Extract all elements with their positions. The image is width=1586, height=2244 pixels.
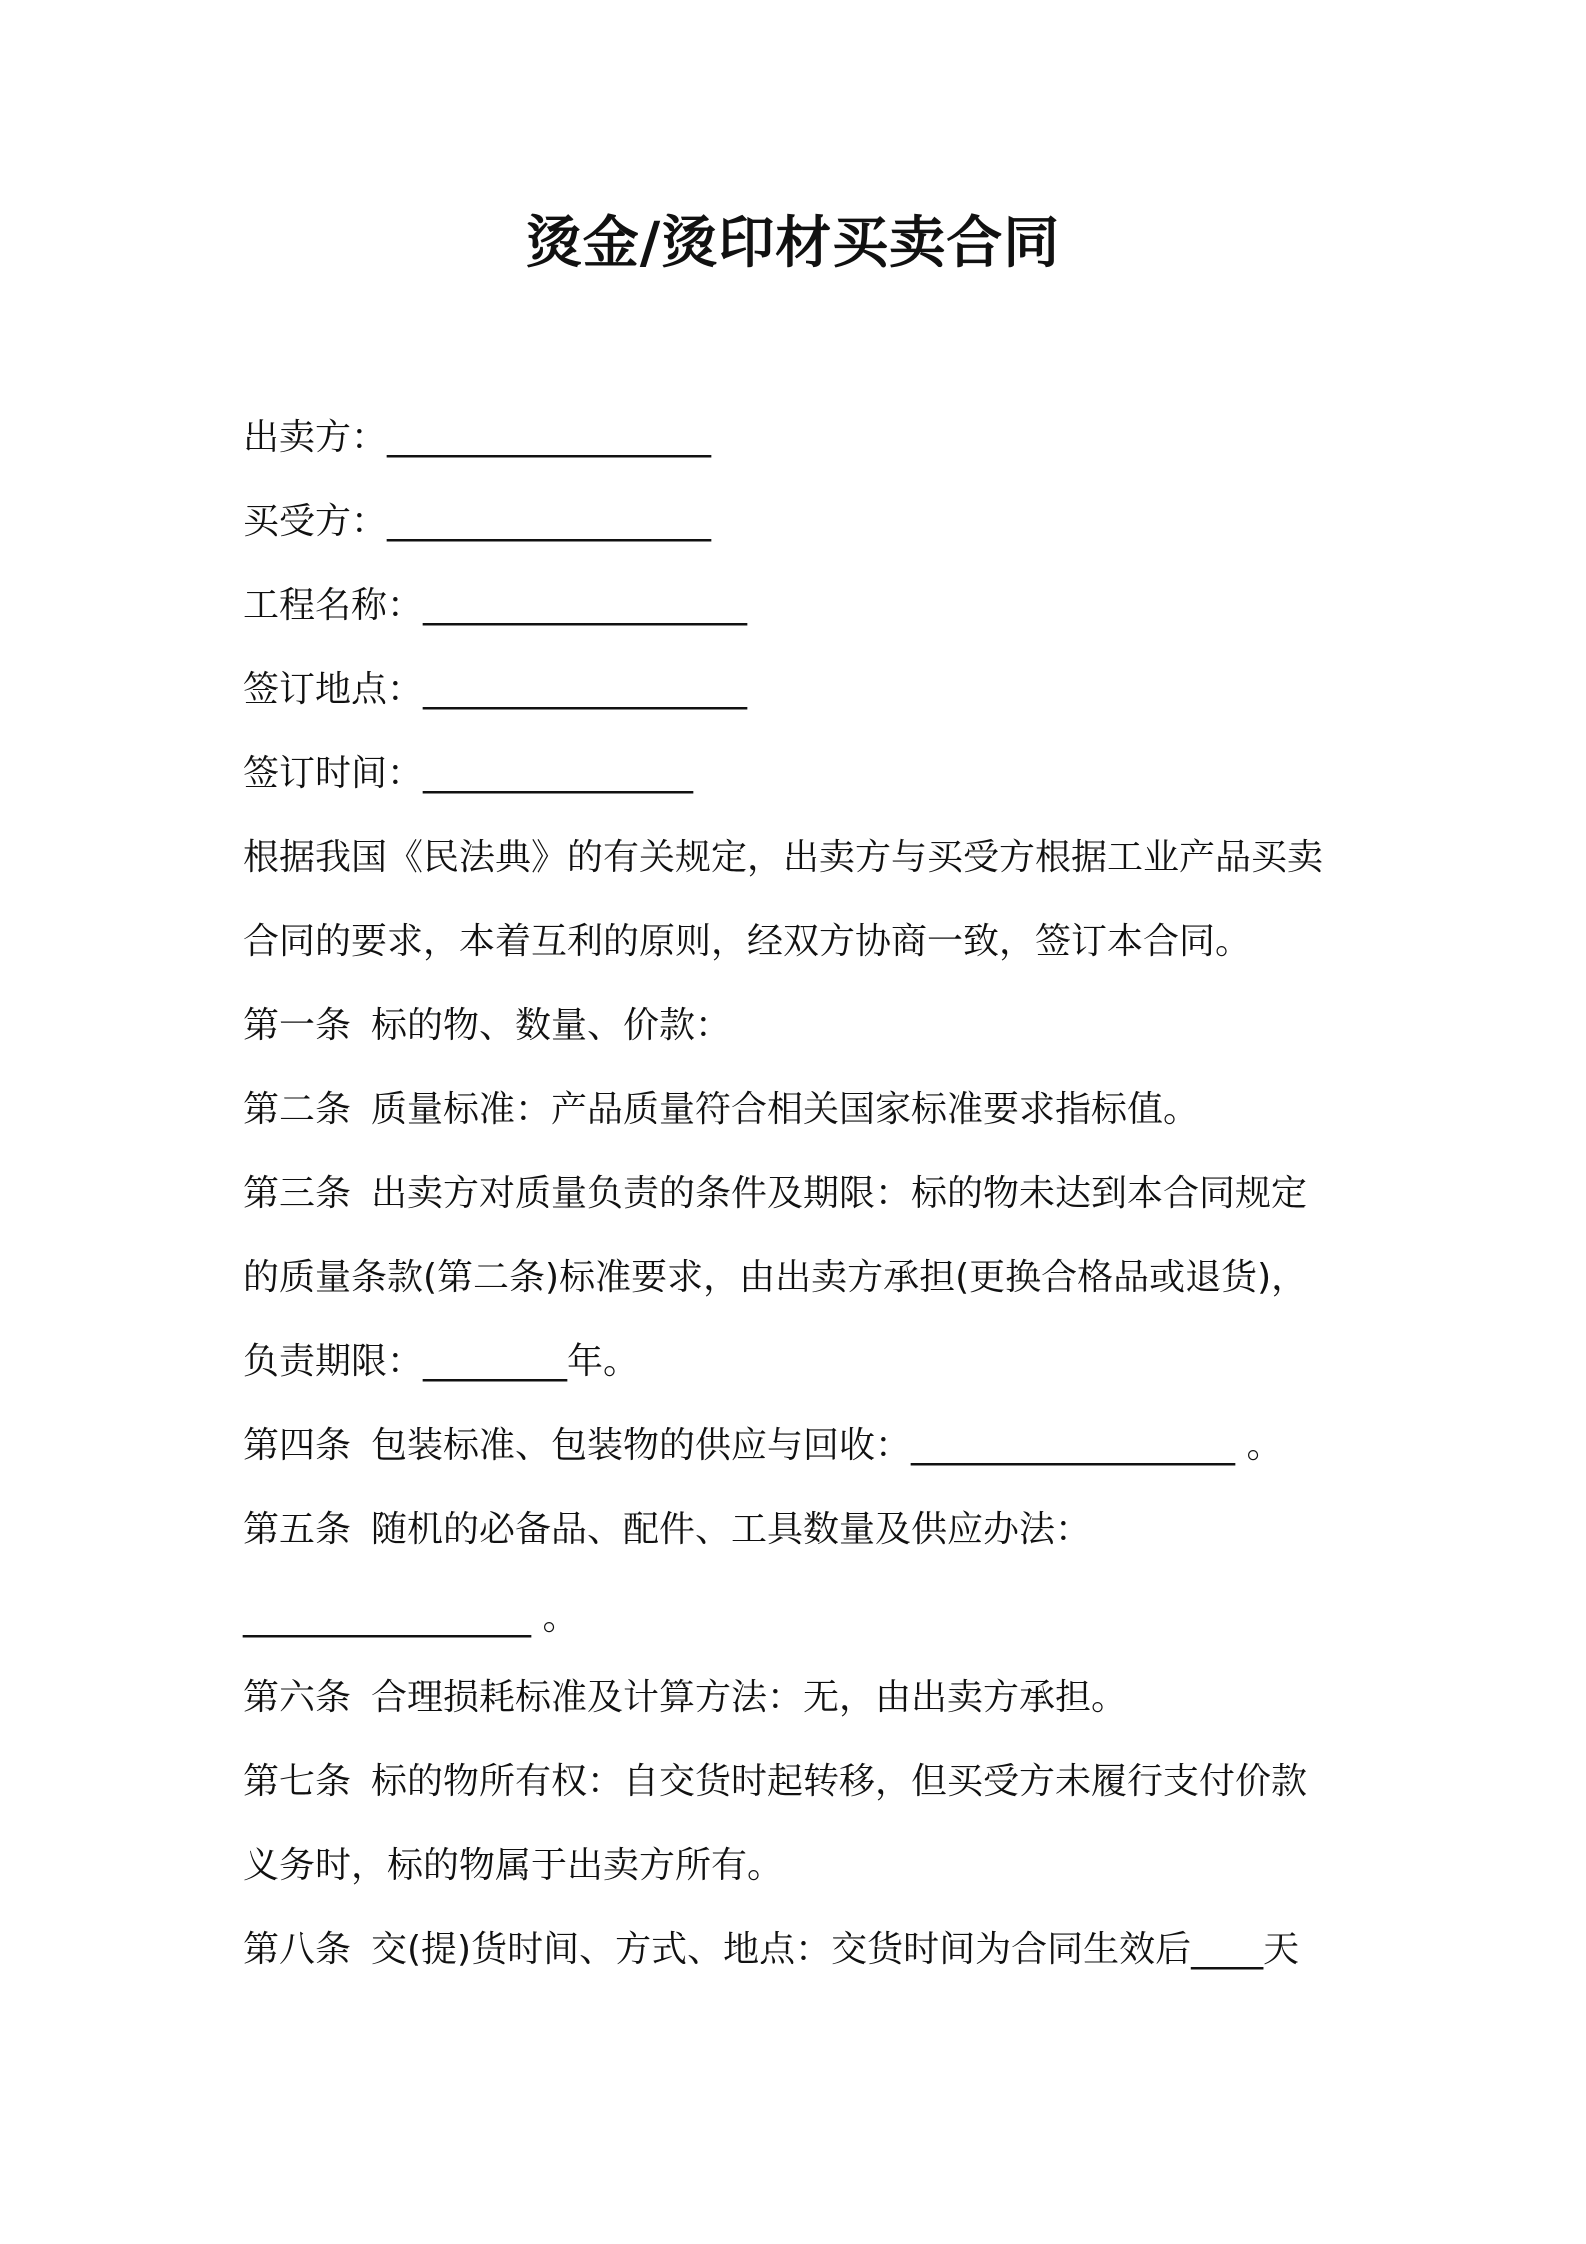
sign-place-line: 签订地点：__________________ (243, 669, 748, 710)
article-7-line-2: 义务时，标的物属于出卖方所有。 (243, 1845, 784, 1886)
article-7 (243, 1758, 1363, 1806)
article-1 (243, 1002, 1363, 1050)
article-3 (243, 1170, 1363, 1218)
article-8 (243, 1926, 1363, 1974)
article-number: 第八条 (243, 1929, 352, 1970)
project-name-line: 工程名称：__________________ (243, 585, 748, 626)
page-title: 烫金/烫印材买卖合同 (525, 211, 1061, 276)
article-2 (243, 1086, 1363, 1134)
article-text: 标的物所有权：自交货时起转移，但买受方未履行支付价款 (371, 1761, 1308, 1802)
article-text: 交(提)货时间、方式、地点：交货时间为合同生效后____天 (371, 1929, 1300, 1970)
article-3-line-3: 负责期限：________年。 (243, 1341, 640, 1382)
article-text: 合理损耗标准及计算方法：无，由出卖方承担。 (371, 1677, 1128, 1718)
sign-time-line: 签订时间：_______________ (243, 753, 694, 794)
article-number: 第五条 (243, 1509, 352, 1550)
article-number: 第四条 (243, 1425, 352, 1466)
preamble-line-2: 合同的要求，本着互利的原则，经双方协商一致，签订本合同。 (243, 921, 1252, 962)
article-3-line-2: 的质量条款(第二条)标准要求，由出卖方承担(更换合格品或退货)， (243, 1257, 1308, 1298)
article-4 (243, 1422, 1363, 1470)
article-number: 第七条 (243, 1761, 352, 1802)
article-number: 第二条 (243, 1089, 352, 1130)
buyer-line: 买受方：__________________ (243, 501, 712, 542)
article-5-line-2: ________________ 。 (243, 1597, 579, 1638)
article-text: 包装标准、包装物的供应与回收：__________________ 。 (371, 1425, 1283, 1466)
article-text: 出卖方对质量负责的条件及期限：标的物未达到本合同规定 (371, 1173, 1308, 1214)
article-text: 质量标准：产品质量符合相关国家标准要求指标值。 (371, 1089, 1200, 1130)
article-text: 随机的必备品、配件、工具数量及供应办法： (371, 1509, 1092, 1550)
article-text: 标的物、数量、价款： (371, 1005, 732, 1046)
article-number: 第三条 (243, 1173, 352, 1214)
preamble-line-1: 根据我国《民法典》的有关规定，出卖方与买受方根据工业产品买卖 (243, 837, 1324, 878)
article-5 (243, 1506, 1363, 1554)
article-number: 第六条 (243, 1677, 352, 1718)
seller-line: 出卖方：__________________ (243, 417, 712, 458)
article-number: 第一条 (243, 1005, 352, 1046)
article-6 (243, 1674, 1363, 1722)
